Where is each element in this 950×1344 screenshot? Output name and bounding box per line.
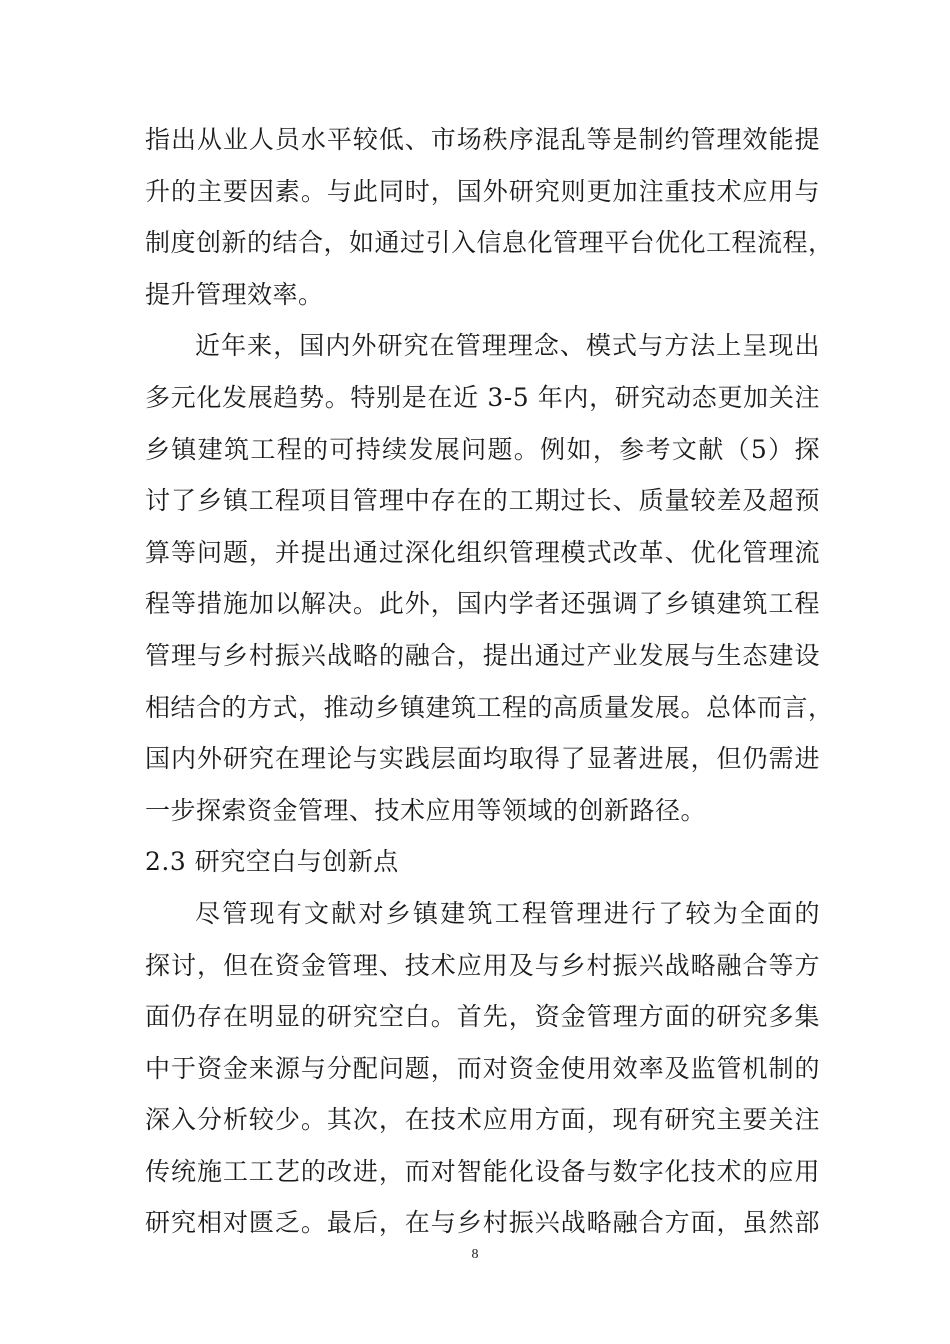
text-line: 程等措施加以解决。此外，国内学者还强调了乡镇建筑工程: [145, 589, 820, 619]
text-line: 提升管理效率。: [145, 279, 324, 309]
text-line: 相结合的方式，推动乡镇建筑工程的高质量发展。总体而言，: [145, 692, 834, 722]
text-line: 传统施工工艺的改进，而对智能化设备与数字化技术的应用: [145, 1156, 820, 1186]
text-line: 讨了乡镇工程项目管理中存在的工期过长、质量较差及超预: [145, 486, 820, 516]
text-line: 研究相对匮乏。最后，在与乡村振兴战略融合方面，虽然部: [145, 1208, 820, 1238]
body-text: [145, 118, 834, 1253]
text-line: 算等问题，并提出通过深化组织管理模式改革、优化管理流: [145, 537, 820, 567]
text-line: 探讨，但在资金管理、技术应用及与乡村振兴战略融合等方: [145, 950, 820, 980]
text-line: 升的主要因素。与此同时，国外研究则更加注重技术应用与: [145, 176, 820, 206]
text-line: 乡镇建筑工程的可持续发展问题。例如，参考文献（5）探: [145, 434, 820, 464]
page-number: 8: [471, 1247, 479, 1262]
section-heading: 2.3 研究空白与创新点: [145, 847, 399, 877]
text-line: 管理与乡村振兴战略的融合，提出通过产业发展与生态建设: [145, 640, 820, 670]
text-line: 面仍存在明显的研究空白。首先，资金管理方面的研究多集: [145, 1002, 820, 1032]
text-line: 近年来，国内外研究在管理理念、模式与方法上呈现出: [195, 331, 820, 361]
text-line: 国内外研究在理论与实践层面均取得了显著进展，但仍需进: [145, 744, 820, 774]
text-line: 指出从业人员水平较低、市场秩序混乱等是制约管理效能提: [145, 125, 820, 154]
text-line: 多元化发展趋势。特别是在近 3-5 年内，研究动态更加关注: [145, 382, 820, 412]
text-line: 一步探索资金管理、技术应用等领域的创新路径。: [145, 795, 707, 825]
text-line: 中于资金来源与分配问题，而对资金使用效率及监管机制的: [145, 1053, 820, 1083]
text-line: 深入分析较少。其次，在技术应用方面，现有研究主要关注: [145, 1105, 820, 1135]
text-line: 制度创新的结合，如通过引入信息化管理平台优化工程流程，: [145, 228, 834, 258]
text-line: 尽管现有文献对乡镇建筑工程管理进行了较为全面的: [195, 898, 820, 928]
